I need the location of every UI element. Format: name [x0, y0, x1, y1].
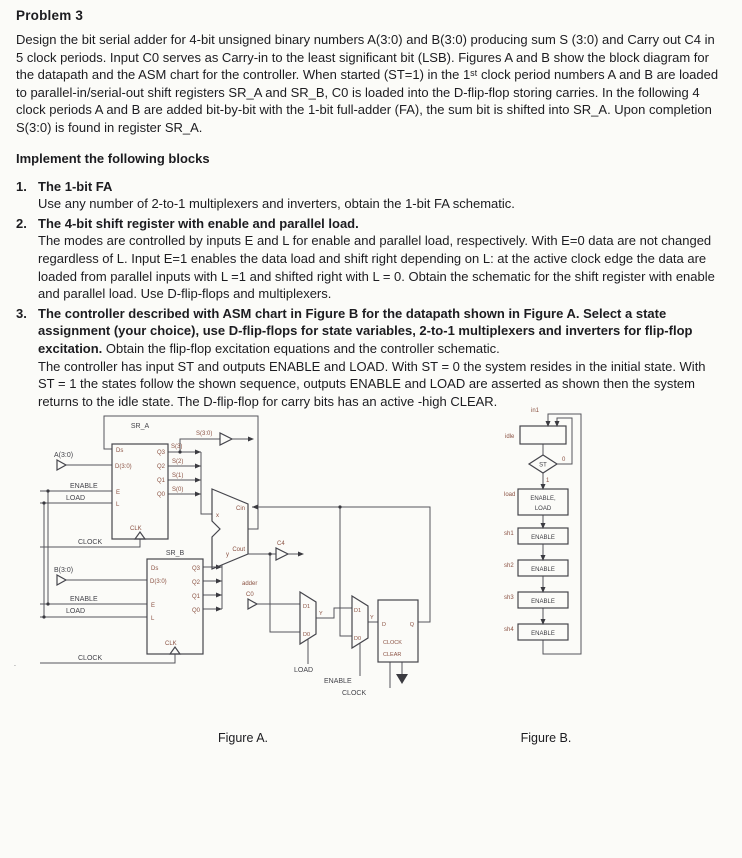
figure-b-flow-lines [543, 414, 581, 654]
list-item-3 [16, 305, 724, 411]
mux2-d0: D0 [354, 636, 362, 643]
load-label-sra: LOAD [66, 495, 86, 503]
figure-a [14, 416, 430, 697]
item-number: 1. [16, 178, 27, 194]
adder-x-input: x [216, 513, 219, 520]
sr-b-pin-q1: Q1 [191, 594, 200, 601]
clock-label-sra: CLOCK [78, 539, 103, 547]
item-content [38, 215, 724, 303]
list-item-2 [16, 215, 724, 303]
mux2-y: Y [370, 615, 374, 622]
state-name-idle: idle [505, 434, 515, 441]
c0-pad-icon [248, 599, 257, 609]
sh2-output: ENABLE [531, 567, 555, 574]
sh1-output: ENABLE [531, 535, 555, 542]
state-name-sh4: sh4 [504, 627, 514, 634]
c4-buffer-icon [276, 548, 288, 560]
sr-a-pin-q3: Q3 [156, 450, 165, 457]
sum-bus-buffer-icon [220, 433, 232, 445]
item-content [38, 305, 724, 411]
bottom-enable-label: ENABLE [324, 678, 352, 686]
figure-a-caption: Figure A. [217, 731, 269, 746]
stray-mark: . [14, 661, 16, 669]
sum-bus-label: S(3:0) [196, 431, 213, 438]
document-page [0, 0, 742, 410]
enable-label-sra: ENABLE [70, 483, 98, 491]
enable-label-srb: ENABLE [70, 596, 98, 604]
branch-0-label: 0 [562, 457, 566, 464]
input-a-pad-icon [57, 460, 66, 470]
mux1-y: Y [319, 611, 323, 618]
sr-a-title: SR_A [130, 423, 150, 431]
sr-b-pin-q0: Q0 [191, 608, 200, 615]
dff-pin-d: D [382, 622, 386, 629]
sr-a-out-s0: S(0) [172, 487, 184, 494]
sr-a-pin-ds: Ds [116, 448, 124, 455]
adder-label: adder [242, 581, 258, 588]
c4-label: C4 [277, 541, 285, 548]
sr-a-out-s3: S(3) [171, 444, 183, 451]
implement-heading: Implement the following blocks [16, 150, 210, 166]
dff-pin-clear: CLEAR [383, 652, 402, 659]
bottom-clock-label: CLOCK [342, 690, 367, 698]
sr-b-title: SR_B [165, 550, 185, 558]
item-number: 3. [16, 305, 27, 321]
sr-a-pin-clk: CLK [130, 526, 142, 533]
state-name-sh2: sh2 [504, 563, 514, 570]
figure-b [504, 408, 581, 654]
bottom-load-label: LOAD [294, 667, 314, 675]
item-content [38, 178, 724, 213]
input-b-label: B(3:0) [54, 567, 74, 575]
sh3-output: ENABLE [531, 599, 555, 606]
page-title: Problem 3 [16, 8, 84, 23]
item-body2: The controller has input ST and outputs ENABLE and LOAD. With ST = 0 the system resides in the initial state. With ST = 1 the states follow the shown sequence, outputs ENABLE and LOAD are asserted as shown then the system returns to the idle state. The D-flip-flop for carry bits has an active -high CLEAR. [38, 358, 706, 409]
sr-b-pin-l: L [151, 616, 155, 623]
adder-shape [212, 489, 248, 569]
sr-a-clock-wedge-icon [135, 532, 145, 539]
sr-b-block [147, 559, 203, 654]
clear-arrow-icon [396, 674, 408, 684]
decision-label: ST [539, 462, 547, 469]
dff-pin-q: Q [409, 622, 414, 629]
sr-a-out-s1: S(1) [172, 473, 184, 480]
sr-b-pin-e: E [151, 603, 156, 610]
sr-b-pin-din: D(3:0) [150, 579, 167, 586]
branch-1-label: 1 [546, 478, 550, 485]
mux1-d0: D0 [303, 632, 311, 639]
load-label-srb: LOAD [66, 608, 86, 616]
sr-b-pin-q2: Q2 [191, 580, 200, 587]
state-name-sh1: sh1 [504, 531, 514, 538]
sh4-output: ENABLE [531, 631, 555, 638]
item-lead: The 1-bit FA [38, 178, 113, 194]
item-body: The modes are controlled by inputs E and L for enable and parallel load, respectively. With E=0 data are not changed regardless of L. Input E=1 enables the data load and shift right depending on L: at the active clock edge the data are loaded from parallel inputs with L =1 and shifted right with L = 0. Obtain the schematic for the shift register with enable and parallel load. Use D-flip-flops and multiplexers. [38, 233, 715, 302]
mux2-d1: D1 [354, 608, 362, 615]
item-lead: The controller described with ASM chart in Figure B for the datapath shown in Figure A. Select a state assignment (your choice), use D-flip-flops for state variables, 2-to-1 multiplexers and inverters for flip-flop excitation. [38, 305, 693, 356]
sr-a-pin-q1: Q1 [156, 478, 165, 485]
sr-a-pin-l: L [116, 502, 120, 509]
asm-entry-label: in1 [531, 408, 540, 415]
input-a-label: A(3:0) [54, 452, 74, 460]
intro-paragraph: Design the bit serial adder for 4-bit unsigned binary numbers A(3:0) and B(3:0) producing sum S (3:0) and Carry out C4 in 5 clock periods. Input C0 serves as Carry-in to the least significant bit (LSB). Figures A and B show the block diagram for the datapath and the ASM chart for the controller. When started (ST=1) in the 1ˢᵗ clock period numbers A and B are loaded to parallel-in/serial-out shift registers SR_A and SR_B, C0 is loaded into the D-flip-flop storing carries. In the following 4 clock periods A and B are added bit-by-bit with the 1-bit full-adder (FA), the sum bit is shifted into SR_A. Upon completion S(3:0) is found in register SR_A. [16, 32, 719, 135]
sr-a-pin-e: E [116, 490, 121, 497]
load-output-load: LOAD [534, 506, 552, 513]
adder-cout: Cout [232, 547, 245, 554]
clock-label-srb: CLOCK [78, 655, 103, 663]
c0-label: C0 [246, 592, 254, 599]
figure-b-caption: Figure B. [520, 731, 572, 746]
mux1-d1: D1 [303, 604, 311, 611]
item-lead: The 4-bit shift register with enable and parallel load. [38, 215, 359, 231]
sr-a-out-s2: S(2) [172, 459, 184, 466]
sr-a-pin-q2: Q2 [156, 464, 165, 471]
state-box-idle [520, 426, 566, 444]
input-b-pad-icon [57, 575, 66, 585]
state-name-sh3: sh3 [504, 595, 514, 602]
sr-b-pin-clk: CLK [165, 641, 177, 648]
adder-y-input: y [226, 552, 229, 559]
sr-b-pin-q3: Q3 [191, 566, 200, 573]
sr-b-pin-ds: Ds [151, 566, 159, 573]
figure-a-arrowheads [195, 437, 408, 685]
list-item-1 [16, 178, 724, 213]
item-body: Use any number of 2-to-1 multiplexers and inverters, obtain the 1-bit FA schematic. [38, 196, 515, 212]
load-output-enable: ENABLE, [530, 496, 556, 503]
adder-cin: Cin [235, 506, 245, 513]
state-name-load: load [504, 492, 516, 499]
sr-b-clock-wedge-icon [170, 647, 180, 654]
item-body: Obtain the flip-flop excitation equations and the controller schematic. [102, 340, 500, 356]
dff-pin-clock: CLOCK [383, 640, 402, 647]
item-number: 2. [16, 215, 27, 231]
sr-a-pin-q0: Q0 [156, 492, 165, 499]
figures-canvas [0, 408, 742, 752]
sr-a-pin-din: D(3:0) [115, 464, 132, 471]
